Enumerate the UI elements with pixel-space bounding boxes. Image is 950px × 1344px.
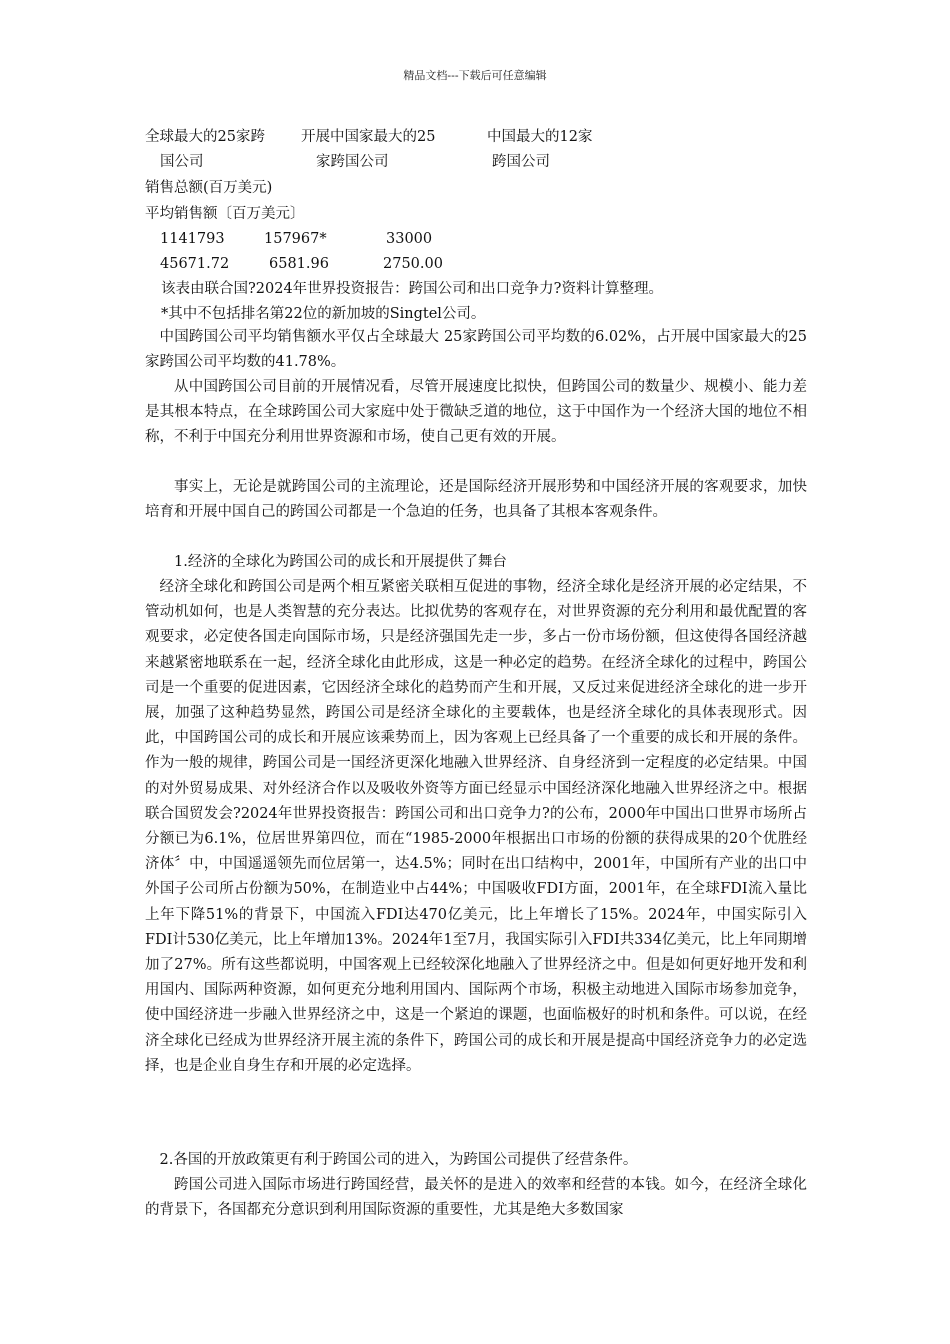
paragraph: 跨国公司进入国际市场进行跨国经营，最关怀的是进入的效率和经营的本钱。如今，在经济全球化的背景下，各国都充分意识到利用国际资源的重要性，尤其是绝大多数国家 <box>145 1177 807 1219</box>
paragraph: 中国跨国公司平均销售额水平仅占全球最大 25家跨国公司平均数的6.02%，占开展中国家最大的25家跨国公司平均数的41.78%。 <box>145 329 807 371</box>
paragraph: 事实上，无论是就跨国公司的主流理论，还是国际经济开展形势和中国经济开展的客观要求，加快培育和开展中国自己的跨国公司都是一个急迫的任务，也具备了其根本客观条件。 <box>145 479 807 521</box>
table-row2-label: 平均销售额〔百万美元〕 <box>145 206 305 222</box>
section-heading: 1.经济的全球化为跨国公司的成长和开展提供了舞台 <box>174 554 507 570</box>
table-cell: 1141793 <box>160 231 225 247</box>
table-row1-label: 销售总额(百万美元) <box>145 180 273 196</box>
table-footnote: *其中不包括排名第22位的新加坡的Singtel公司。 <box>161 306 486 322</box>
table-col2-header-line2: 家跨国公司 <box>316 154 389 170</box>
table-col1-header-line2: 国公司 <box>160 154 204 170</box>
table-col1-header-line1: 全球最大的25家跨 <box>145 129 265 145</box>
page-header: 精品文档---下载后可任意编辑 <box>403 69 547 82</box>
section-heading: 2.各国的开放政策更有利于跨国公司的进入，为跨国公司提供了经营条件。 <box>159 1152 638 1168</box>
paragraph: 从中国跨国公司目前的开展情况看，尽管开展速度比拟快，但跨国公司的数量少、规模小、能力差是其根本特点，在全球跨国公司大家庭中处于微缺乏道的地位，这于中国作为一个经济大国的地位不相称，不利于中国充分利用世界资源和市场，使自己更有效的开展。 <box>145 379 807 446</box>
table-col3-header-line2: 跨国公司 <box>492 154 550 170</box>
table-cell: 2750.00 <box>383 256 443 272</box>
table-cell: 6581.96 <box>269 256 329 272</box>
table-col3-header-line1: 中国最大的12家 <box>487 129 593 145</box>
table-cell: 157967* <box>264 231 327 247</box>
table-cell: 33000 <box>386 231 433 247</box>
paragraph: 经济全球化和跨国公司是两个相互紧密关联相互促进的事物，经济全球化是经济开展的必定结果，不管动机如何，也是人类智慧的充分表达。比拟优势的客观存在，对世界资源的充分利用和最优配置的客观要求，必定使各国走向国际市场，只是经济强国先走一步，多占一份市场份额，但这使得各国经济越来越紧密地联系在一起，经济全球化由此形成，这是一种必定的趋势。在经济全球化的过程中，跨国公司是一个重要的促进因素，它因经济全球化的趋势而产生和开展，又反过来促进经济全球化的进一步开展，加强了这种趋势显然，跨国公司是经济全球化的主要载体，也是经济全球化的具体表现形式。因此，中国跨国公司的成长和开展应该乘势而上，因为客观上已经具备了一个重要的成长和开展的条件。作为一般的规律，跨国公司是一国经济更深化地融入世界经济、自身经济到一定程度的必定结果。中国的对外贸易成果、对外经济合作以及吸收外资等方面已经显示中国经济深化地融入世界经济之中。根据联合国贸发会?2024年世界投资报告：跨国公司和出口竞争力?的公布，2000年中国出口世界市场所占分额已为6.1%，位居世界第四位，而在“1985-2000年根据出口市场的份额的获得成果的20个优胜经济体〞中，中国遥遥领先而位居第一，达4.5%；同时在出口结构中，2001年，中国所有产业的出口中外国子公司所占份额为50%，在制造业中占44%；中国吸收FDI方面，2001年，在全球FDI流入量比上年下降51%的背景下，中国流入FDI达470亿美元，比上年增长了15%。2024年，中国实际引入FDI计530亿美元，比上年增加13%。2024年1至7月，我国实际引入FDI共334亿美元，比上年同期增加了27%。所有这些都说明，中国客观上已经较深化地融入了世界经济之中。但是如何更好地开发和利用国内、国际两种资源，如何更充分地利用国内、国际两个市场，积极主动地进入国际市场参加竞争，使中国经济进一步融入世界经济之中，这是一个紧迫的课题，也面临极好的时机和条件。可以说，在经济全球化已经成为世界经济开展主流的条件下，跨国公司的成长和开展是提高中国经济竞争力的必定选择，也是企业自身生存和开展的必定选择。 <box>145 579 807 1074</box>
table-col2-header-line1: 开展中国家最大的25 <box>301 129 436 145</box>
table-source-note: 该表由联合国?2024年世界投资报告：跨国公司和出口竞争力?资料计算整理。 <box>161 281 663 297</box>
table-cell: 45671.72 <box>160 256 230 272</box>
